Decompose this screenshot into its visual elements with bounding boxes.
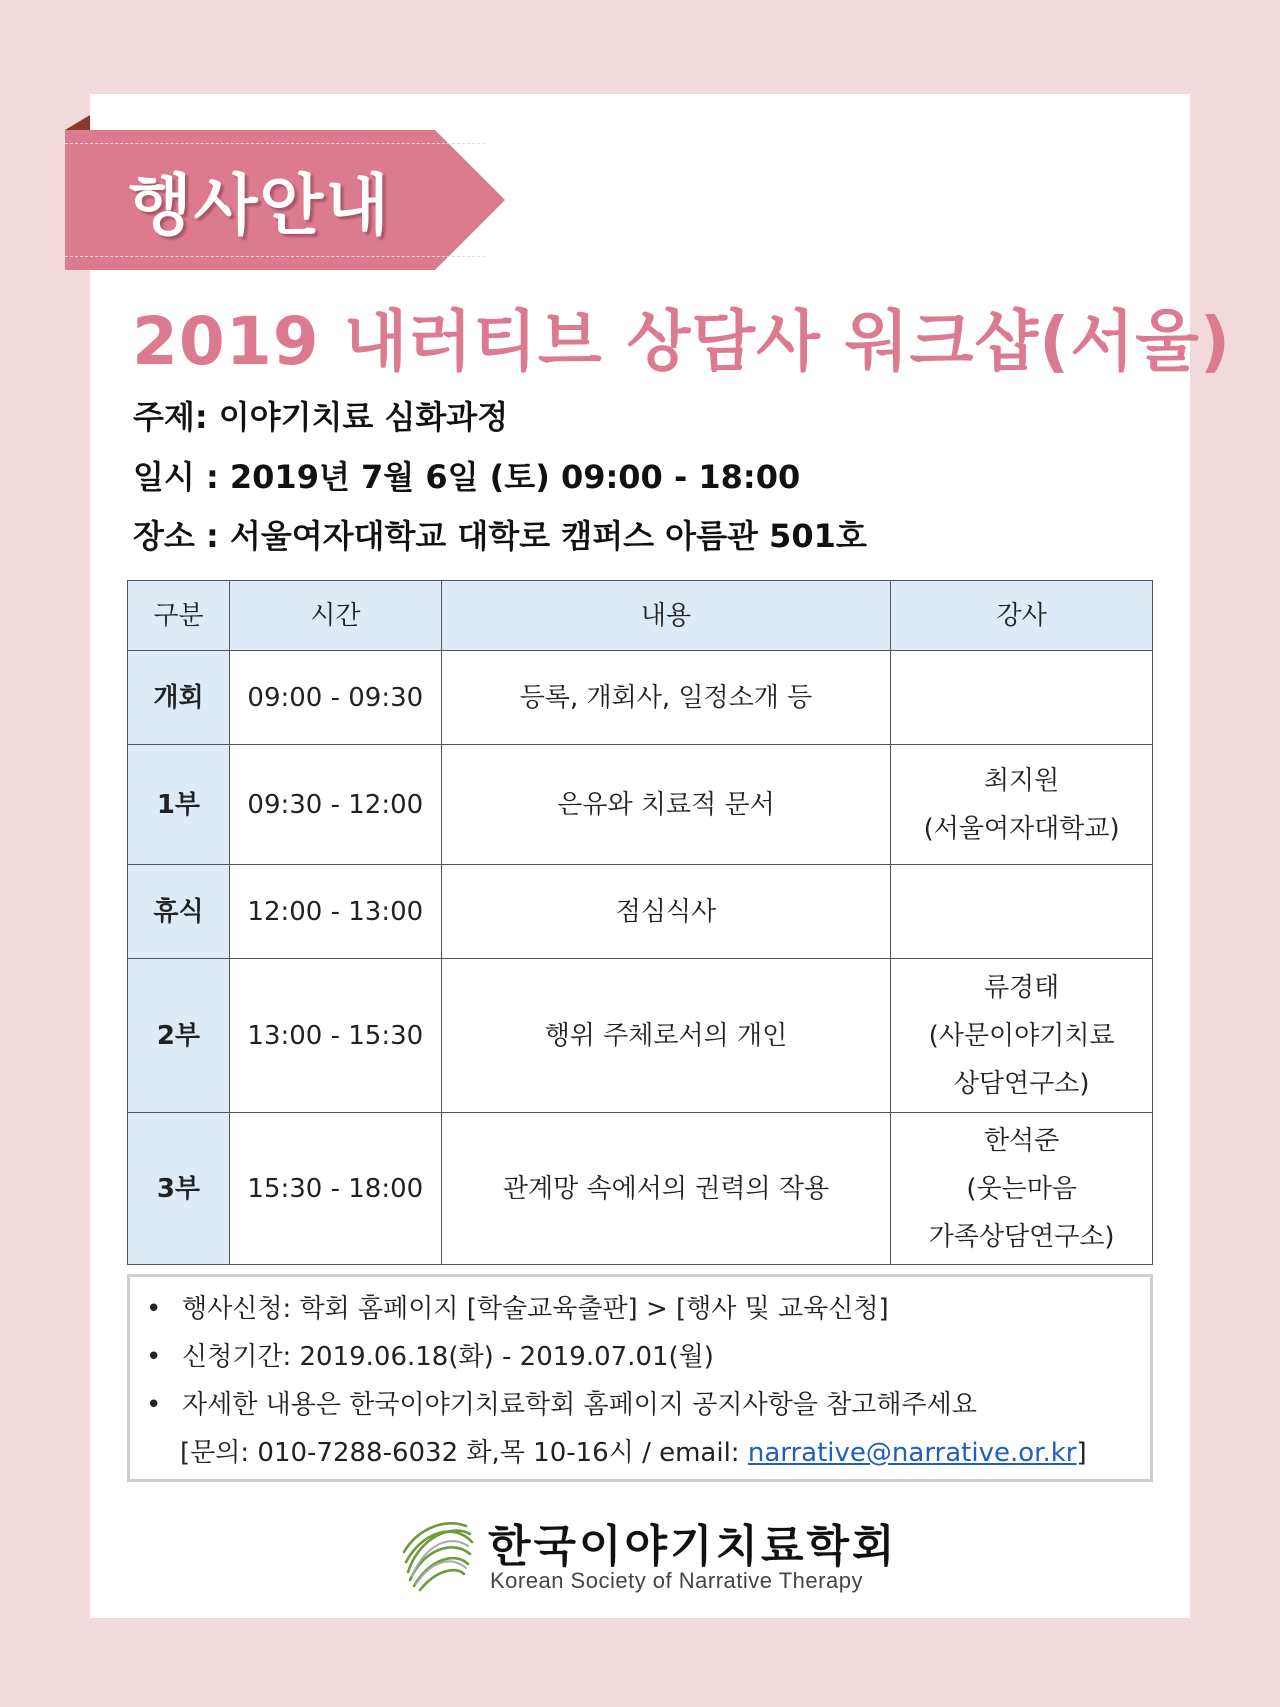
table-header-row <box>128 581 1153 651</box>
row-part: 개회 <box>128 651 230 745</box>
speaker-line: (웃는마음 <box>966 1173 1077 1204</box>
header-time: 시간 <box>229 581 441 651</box>
row-speaker <box>891 651 1153 745</box>
note-item <box>144 1285 1136 1333</box>
contact-suffix: ] <box>1076 1438 1087 1468</box>
society-name-english: Korean Society of Narrative Therapy <box>490 1568 863 1593</box>
row-content: 점심식사 <box>441 865 891 959</box>
row-time: 13:00 - 15:30 <box>229 959 441 1113</box>
note-text: 신청기간: 2019.06.18(화) - 2019.07.01(월) <box>182 1342 714 1372</box>
speaker-line: (서울여자대학교) <box>923 813 1120 844</box>
bullet-icon: • <box>146 1390 162 1420</box>
header-speaker: 강사 <box>891 581 1153 651</box>
row-content: 은유와 치료적 문서 <box>441 745 891 865</box>
row-content: 등록, 개회사, 일정소개 등 <box>441 651 891 745</box>
note-text: 행사신청: 학회 홈페이지 [학술교육출판] > [행사 및 교육신청] <box>182 1294 889 1324</box>
row-speaker <box>891 1113 1153 1265</box>
schedule-table <box>127 580 1153 1265</box>
header-part: 구분 <box>128 581 230 651</box>
note-item <box>144 1333 1136 1381</box>
row-time: 09:00 - 09:30 <box>229 651 441 745</box>
row-speaker <box>891 865 1153 959</box>
speaker-line: (사문이야기치료 <box>928 1020 1115 1051</box>
speaker-line: 류경태 <box>983 972 1060 1003</box>
table-row <box>128 1113 1153 1265</box>
event-title: 2019 내러티브 상담사 워크샵(서울) <box>132 303 1232 380</box>
row-content: 행위 주체로서의 개인 <box>441 959 891 1113</box>
event-topic: 주제: 이야기치료 심화과정 <box>133 398 509 436</box>
email-link[interactable]: narrative@narrative.or.kr <box>747 1438 1077 1468</box>
row-part: 1부 <box>128 745 230 865</box>
row-part: 3부 <box>128 1113 230 1265</box>
contact-line <box>144 1429 1136 1477</box>
row-part: 휴식 <box>128 865 230 959</box>
table-row <box>128 745 1153 865</box>
bullet-icon: • <box>146 1294 162 1324</box>
row-content: 관계망 속에서의 권력의 작용 <box>441 1113 891 1265</box>
note-text: 자세한 내용은 한국이야기치료학회 홈페이지 공지사항을 참고해주세요 <box>182 1390 977 1420</box>
row-time: 09:30 - 12:00 <box>229 745 441 865</box>
swirl-logo-icon <box>400 1514 476 1594</box>
speaker-line: 상담연구소) <box>953 1068 1090 1099</box>
table-row <box>128 865 1153 959</box>
speaker-line: 최지원 <box>983 765 1060 796</box>
row-time: 15:30 - 18:00 <box>229 1113 441 1265</box>
table-row <box>128 651 1153 745</box>
table-row <box>128 959 1153 1113</box>
society-logo <box>400 1510 900 1600</box>
header-content: 내용 <box>441 581 891 651</box>
ribbon-fold <box>65 115 90 130</box>
banner-label: 행사안내 <box>128 167 392 244</box>
note-item <box>144 1381 1136 1429</box>
society-name-korean: 한국이야기치료학회 <box>488 1521 898 1572</box>
row-part: 2부 <box>128 959 230 1113</box>
notes-box <box>127 1274 1153 1482</box>
speaker-line: 가족상담연구소) <box>928 1221 1115 1252</box>
row-time: 12:00 - 13:00 <box>229 865 441 959</box>
event-datetime: 일시 : 2019년 7월 6일 (토) 09:00 - 18:00 <box>133 458 801 496</box>
speaker-line: 한석준 <box>983 1125 1060 1156</box>
bullet-icon: • <box>146 1342 162 1372</box>
row-speaker <box>891 959 1153 1113</box>
row-speaker <box>891 745 1153 865</box>
contact-prefix: [문의: 010-7288-6032 화,목 10-16시 / email: <box>180 1438 748 1468</box>
event-place: 장소 : 서울여자대학교 대학로 캠퍼스 아름관 501호 <box>133 517 867 555</box>
